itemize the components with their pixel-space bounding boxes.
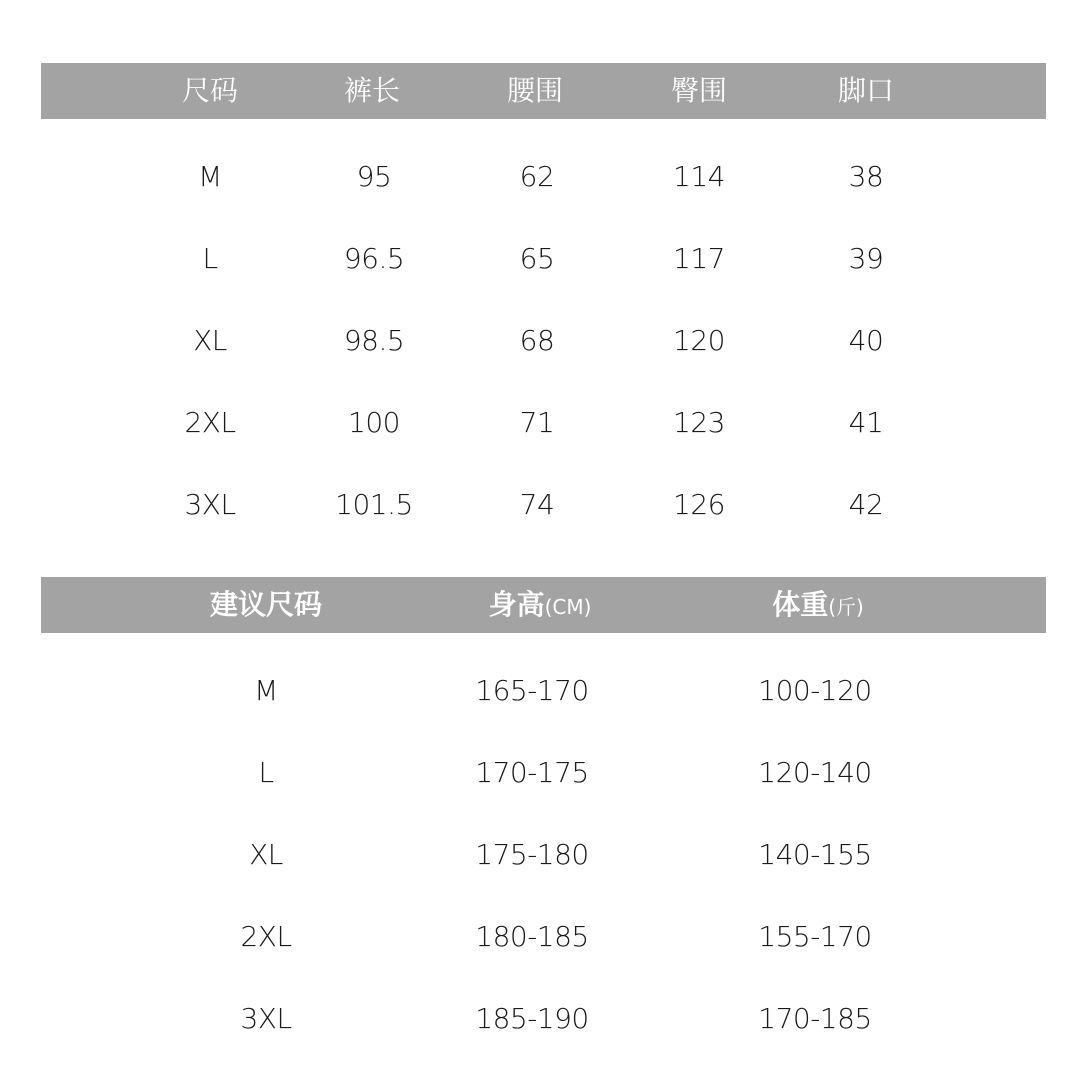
size-cell: L bbox=[202, 242, 218, 275]
table-row bbox=[0, 835, 1080, 875]
table-row bbox=[0, 239, 1080, 279]
height-cell: 170-175 bbox=[475, 756, 589, 789]
table-row bbox=[0, 403, 1080, 443]
size-cell: M bbox=[254, 674, 278, 707]
size-cell: XL bbox=[249, 838, 283, 871]
size-cell: 2XL bbox=[184, 406, 236, 439]
weight-cell: 155-170 bbox=[758, 920, 872, 953]
pants-length-cell: 98.5 bbox=[343, 324, 405, 357]
header-height: 身高(CM) bbox=[488, 588, 592, 621]
size-cell: 3XL bbox=[184, 488, 236, 521]
table-row bbox=[0, 753, 1080, 793]
weight-cell: 140-155 bbox=[758, 838, 872, 871]
pants-length-cell: 95 bbox=[356, 160, 392, 193]
height-cell: 165-170 bbox=[475, 674, 589, 707]
pants-length-cell: 101.5 bbox=[335, 488, 413, 521]
height-cell: 175-180 bbox=[475, 838, 589, 871]
height-cell: 185-190 bbox=[475, 1002, 589, 1035]
size-cell: L bbox=[258, 756, 274, 789]
header-size: 尺码 bbox=[181, 74, 239, 107]
recommend-table-header bbox=[41, 577, 1046, 633]
size-cell: 3XL bbox=[240, 1002, 292, 1035]
hip-cell: 117 bbox=[673, 242, 725, 275]
weight-cell: 170-185 bbox=[758, 1002, 872, 1035]
table-row bbox=[0, 321, 1080, 361]
hip-cell: 114 bbox=[673, 160, 725, 193]
header-pants-length: 裤长 bbox=[343, 74, 401, 107]
leg-opening-cell: 38 bbox=[848, 160, 884, 193]
hip-cell: 123 bbox=[673, 406, 725, 439]
hip-cell: 126 bbox=[673, 488, 725, 521]
table-row bbox=[0, 485, 1080, 525]
size-cell: M bbox=[198, 160, 222, 193]
height-cell: 180-185 bbox=[475, 920, 589, 953]
hip-cell: 120 bbox=[673, 324, 725, 357]
weight-cell: 120-140 bbox=[758, 756, 872, 789]
header-weight: 体重(斤) bbox=[772, 588, 864, 621]
table-row bbox=[0, 671, 1080, 711]
leg-opening-cell: 42 bbox=[848, 488, 884, 521]
pants-length-cell: 96.5 bbox=[343, 242, 405, 275]
waist-cell: 65 bbox=[519, 242, 555, 275]
weight-cell: 100-120 bbox=[758, 674, 872, 707]
header-recommended-size: 建议尺码 bbox=[209, 588, 323, 621]
waist-cell: 62 bbox=[519, 160, 555, 193]
table-row bbox=[0, 157, 1080, 197]
size-table-header bbox=[41, 63, 1046, 119]
header-waist: 腰围 bbox=[506, 74, 564, 107]
waist-cell: 68 bbox=[519, 324, 555, 357]
size-cell: 2XL bbox=[240, 920, 292, 953]
header-hip: 臀围 bbox=[670, 74, 728, 107]
table-row bbox=[0, 999, 1080, 1039]
leg-opening-cell: 39 bbox=[848, 242, 884, 275]
waist-cell: 71 bbox=[519, 406, 555, 439]
table-row bbox=[0, 917, 1080, 957]
leg-opening-cell: 40 bbox=[848, 324, 884, 357]
leg-opening-cell: 41 bbox=[848, 406, 884, 439]
waist-cell: 74 bbox=[519, 488, 555, 521]
pants-length-cell: 100 bbox=[348, 406, 400, 439]
size-cell: XL bbox=[193, 324, 227, 357]
header-leg-opening: 脚口 bbox=[837, 74, 895, 107]
